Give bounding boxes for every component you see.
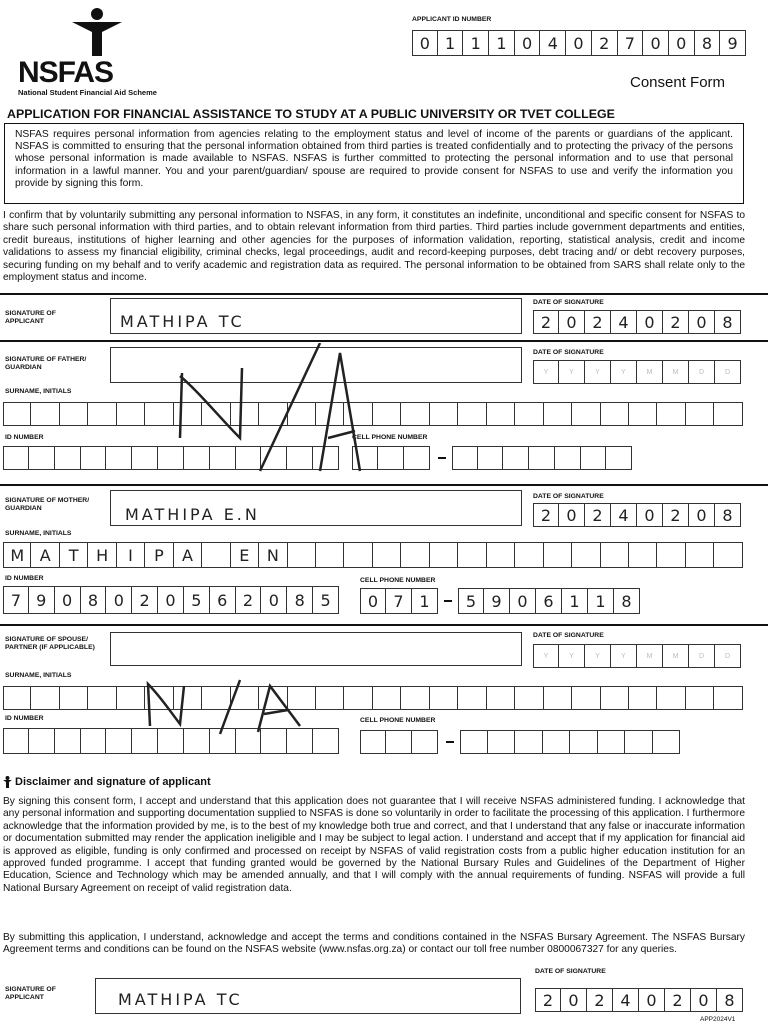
digit-cell (60, 402, 88, 426)
digit-cell: 2 (585, 310, 611, 334)
date-placeholder: Y (621, 368, 626, 376)
digit-cell: 2 (665, 988, 691, 1012)
digit-cell: 0 (689, 503, 715, 527)
spouse-signature-box (110, 632, 522, 666)
mother-signature-label: SIGNATURE OF MOTHER/ GUARDIAN (5, 497, 90, 512)
digit-cell: 8 (287, 586, 313, 614)
mother-cell-label: CELL PHONE NUMBER (360, 577, 436, 584)
digit-cell: 2 (533, 310, 559, 334)
digit-cell: 0 (566, 30, 592, 56)
digit-cell (629, 686, 657, 710)
digit-cell (629, 542, 657, 568)
digit-cell: 0 (689, 310, 715, 334)
digit-cell: 1 (438, 30, 464, 56)
date-placeholder: D (698, 368, 705, 376)
digit-cell: 6 (210, 586, 236, 614)
digit-cell: 0 (669, 30, 695, 56)
footer-signature-label: SIGNATURE OF APPLICANT (5, 986, 56, 1001)
digit-cell: 2 (663, 310, 689, 334)
digit-cell (515, 402, 543, 426)
digit-cell (555, 446, 581, 470)
digit-cell (60, 686, 88, 710)
digit-cell (412, 730, 438, 754)
digit-cell: 0 (637, 310, 663, 334)
father-surname-field (3, 402, 743, 426)
digit-cell: 4 (611, 503, 637, 527)
digit-cell: 0 (158, 586, 184, 614)
footer-date-field (535, 988, 743, 1012)
digit-cell (544, 542, 572, 568)
digit-cell (360, 730, 386, 754)
spouse-cell-number (460, 730, 680, 754)
digit-cell (3, 728, 29, 754)
digit-cell: 9 (29, 586, 55, 614)
digit-cell: 1 (463, 30, 489, 56)
digit-cell (88, 686, 116, 710)
mother-date-field (533, 503, 741, 527)
digit-cell (3, 402, 31, 426)
mother-id-label: ID NUMBER (5, 575, 44, 582)
date-placeholder: M (672, 652, 679, 660)
digit-cell (686, 402, 714, 426)
digit-cell (401, 542, 429, 568)
digit-cell (611, 644, 637, 668)
digit-cell: 7 (618, 30, 644, 56)
digit-cell (458, 686, 486, 710)
digit-cell (572, 542, 600, 568)
digit-cell (715, 644, 741, 668)
digit-cell (430, 402, 458, 426)
digit-cell (611, 360, 637, 384)
father-date-label: DATE OF SIGNATURE (533, 349, 604, 356)
digit-cell: 4 (613, 988, 639, 1012)
digit-cell: 9 (720, 30, 746, 56)
digit-cell (637, 644, 663, 668)
spouse-cell-label: CELL PHONE NUMBER (360, 717, 436, 724)
digit-cell: 2 (587, 988, 613, 1012)
digit-cell (533, 644, 559, 668)
digit-cell (544, 686, 572, 710)
digit-cell: 2 (663, 503, 689, 527)
date-placeholder: D (724, 652, 731, 660)
cell-dash (444, 600, 452, 602)
consent-text: I confirm that by voluntarily submitting any personal information to NSFAS, in any form, it constitutes an indefinite, unconditional and specific consent for NSFAS to share such personal information with third parties, and to obtain relevant information from third parties. Third parties include government departments and entities, credit bureaus, institutions of higher learning and other agencies for the purposes of information validation, reporting, statistical analysis, credit and income validations to assess my financial eligibility, criminal checks, legal proceedings, audit and record-keeping purposes, debt tracing and/ or debt recovery purposes, securing funding on my behalf and to verify academic and registration data as required. The personal information to be obtained from SARS shall relate only to the employment status and income. (3, 210, 745, 284)
digit-cell (401, 686, 429, 710)
digit-cell (29, 728, 55, 754)
digit-cell: 2 (533, 503, 559, 527)
digit-cell: 0 (643, 30, 669, 56)
digit-cell (543, 730, 571, 754)
digit-cell: 0 (106, 586, 132, 614)
digit-cell (430, 542, 458, 568)
digit-cell (544, 402, 572, 426)
mother-cell-number (458, 588, 640, 614)
digit-cell (714, 542, 742, 568)
divider (0, 624, 768, 626)
digit-cell (29, 446, 55, 470)
spouse-signature-label: SIGNATURE OF SPOUSE/ PARTNER (IF APPLICABLE) (5, 636, 95, 651)
spouse-id-label: ID NUMBER (5, 715, 44, 722)
digit-cell: 0 (515, 30, 541, 56)
digit-cell: 8 (695, 30, 721, 56)
father-date-field (533, 360, 741, 384)
digit-cell (601, 402, 629, 426)
digit-cell (117, 402, 145, 426)
person-icon (18, 6, 148, 62)
date-placeholder: Y (543, 368, 549, 376)
digit-cell (657, 686, 685, 710)
digit-cell: 1 (412, 588, 438, 614)
digit-cell: E (231, 542, 259, 568)
digit-cell: P (145, 542, 173, 568)
digit-cell (316, 542, 344, 568)
digit-cell (458, 542, 486, 568)
digit-cell: 7 (386, 588, 412, 614)
digit-cell (663, 360, 689, 384)
spouse-date-label: DATE OF SIGNATURE (533, 632, 604, 639)
digit-cell: 0 (360, 588, 386, 614)
digit-cell (585, 360, 611, 384)
digit-cell (653, 730, 681, 754)
digit-cell: 0 (559, 503, 585, 527)
digit-cell (106, 728, 132, 754)
digit-cell: 0 (55, 586, 81, 614)
digit-cell: 0 (559, 310, 585, 334)
father-na-mark (170, 343, 370, 478)
disclaimer-heading-text: Disclaimer and signature of applicant (15, 776, 211, 788)
date-placeholder: M (672, 368, 679, 376)
applicant-signature-label: SIGNATURE OF APPLICANT (5, 310, 56, 325)
digit-cell: N (259, 542, 287, 568)
digit-cell: 8 (717, 988, 743, 1012)
digit-cell (31, 402, 59, 426)
digit-cell (3, 446, 29, 470)
digit-cell (689, 644, 715, 668)
digit-cell: 1 (489, 30, 515, 56)
digit-cell (629, 402, 657, 426)
disclaimer-heading (3, 776, 211, 788)
mother-surname-field (3, 542, 743, 568)
digit-cell: 8 (715, 310, 741, 334)
digit-cell: 5 (313, 586, 339, 614)
mother-surname-label: SURNAME, INITIALS (5, 530, 72, 537)
applicant-date-field (533, 310, 741, 334)
footer-date-label: DATE OF SIGNATURE (535, 968, 606, 975)
digit-cell (714, 686, 742, 710)
date-placeholder: Y (569, 652, 574, 660)
digit-cell: H (88, 542, 116, 568)
divider (0, 484, 768, 486)
digit-cell (714, 402, 742, 426)
digit-cell (430, 686, 458, 710)
mother-cell-prefix (360, 588, 438, 614)
digit-cell (488, 730, 516, 754)
digit-cell (344, 686, 372, 710)
date-placeholder: Y (595, 368, 600, 376)
digit-cell (503, 446, 529, 470)
spouse-na-mark (140, 676, 310, 736)
spouse-surname-label: SURNAME, INITIALS (5, 672, 72, 679)
digit-cell (515, 730, 543, 754)
digit-cell (663, 644, 689, 668)
digit-cell (386, 730, 412, 754)
digit-cell (31, 686, 59, 710)
digit-cell (55, 728, 81, 754)
digit-cell: 2 (592, 30, 618, 56)
digit-cell (686, 686, 714, 710)
cell-dash (446, 741, 454, 743)
digit-cell (88, 402, 116, 426)
digit-cell (55, 446, 81, 470)
date-placeholder: M (646, 368, 653, 376)
digit-cell: 6 (536, 588, 562, 614)
disclaimer-body: By signing this consent form, I accept and understand that this application does not guarantee that I will receive NSFAS administered funding. I acknowledge that any personal information and supporting documentation supplied to NSFAS is done so voluntarily in order to facilitate the processing of this application. I furthermore acknowledge that the information provided by me, is to the best of my knowledge both true and correct, and that I understand that any false or inaccurate information or documentation submitted may render the application ineligible and I may be subject to legal action. I understand and accept that if my application for financial aid is approved as eligible, funding is only confirmed and processed on receipt by NSFAS of valid registration costs from a public higher education institution for an approved funded programme. I accept that funding granted would be governed by the National Bursary Rules and Guidelines of the Department of Higher Education, Science and Technology which may be amended annually, and that I will comply with the annual requirements of funding. NSFAS will provide a full National Bursary Agreement on receipt of valid registration data. (3, 796, 745, 894)
digit-cell (529, 446, 555, 470)
notice-text: NSFAS requires personal information from agencies relating to the employment status and level of income of the parents or guardians of the applicant. NSFAS is committed to ensuring that the personal information obtained from third parties is treated confidentially and to protecting the privacy of the persons whose personal information is made available to NSFAS. NSFAS is further committed to protecting the personal information and to use that personal information in a lawful manner. You and your parent/guardian/ spouse are required to provide consent for NSFAS to use and verify the information you provide by signing this form. (15, 129, 733, 189)
digit-cell (533, 360, 559, 384)
main-title: APPLICATION FOR FINANCIAL ASSISTANCE TO STUDY AT A PUBLIC UNIVERSITY OR TVET COLLEGE (7, 107, 615, 121)
father-id-label: ID NUMBER (5, 434, 44, 441)
digit-cell: 0 (412, 30, 438, 56)
applicant-id-field (412, 30, 746, 56)
digit-cell (373, 402, 401, 426)
digit-cell: M (3, 542, 31, 568)
mother-signature: MATHIPA E.N (125, 505, 260, 524)
digit-cell: 2 (535, 988, 561, 1012)
divider (0, 293, 768, 295)
digit-cell: 0 (510, 588, 536, 614)
digit-cell (313, 728, 339, 754)
digit-cell (373, 542, 401, 568)
spouse-surname-field (3, 686, 743, 710)
digit-cell (106, 446, 132, 470)
digit-cell (458, 402, 486, 426)
digit-cell (404, 446, 430, 470)
digit-cell (601, 686, 629, 710)
notice-box (4, 123, 744, 204)
digit-cell (657, 402, 685, 426)
digit-cell (581, 446, 607, 470)
date-placeholder: Y (595, 652, 600, 660)
digit-cell (572, 686, 600, 710)
mother-id-field (3, 586, 339, 614)
digit-cell (487, 686, 515, 710)
digit-cell (460, 730, 488, 754)
digit-cell (637, 360, 663, 384)
disclaimer-body-2: By submitting this application, I understand, acknowledge and accept the terms and conditions contained in the NSFAS Bursary Agreement. The NSFAS Bursary Agreement terms and conditions can be found on the NSFAS website (www.nsfas.org.za) or contact our toll free number 0800067327 for any queries. (3, 932, 745, 956)
date-placeholder: Y (621, 652, 626, 660)
date-placeholder: D (724, 368, 731, 376)
divider (0, 340, 768, 342)
digit-cell: 8 (81, 586, 107, 614)
digit-cell (657, 542, 685, 568)
logo-wordmark: NSFAS (18, 56, 114, 89)
date-placeholder: D (698, 652, 705, 660)
digit-cell (288, 542, 316, 568)
digit-cell (487, 402, 515, 426)
digit-cell (585, 644, 611, 668)
spouse-date-field (533, 644, 741, 668)
digit-cell (401, 402, 429, 426)
father-cell-label: CELL PHONE NUMBER (352, 434, 428, 441)
digit-cell (378, 446, 404, 470)
digit-cell: 0 (637, 503, 663, 527)
digit-cell (686, 542, 714, 568)
digit-cell: 8 (715, 503, 741, 527)
digit-cell: 7 (3, 586, 29, 614)
form-version: APP2024V1 (700, 1016, 736, 1023)
digit-cell (625, 730, 653, 754)
digit-cell (81, 728, 107, 754)
father-surname-label: SURNAME, INITIALS (5, 388, 72, 395)
digit-cell (598, 730, 626, 754)
digit-cell: 2 (236, 586, 262, 614)
digit-cell: 4 (611, 310, 637, 334)
digit-cell: 5 (458, 588, 484, 614)
digit-cell (601, 542, 629, 568)
digit-cell: 1 (588, 588, 614, 614)
spouse-cell-prefix (360, 730, 438, 754)
mother-date-label: DATE OF SIGNATURE (533, 493, 604, 500)
digit-cell (3, 686, 31, 710)
digit-cell: I (117, 542, 145, 568)
digit-cell (487, 542, 515, 568)
digit-cell: 0 (639, 988, 665, 1012)
digit-cell (559, 360, 585, 384)
digit-cell (132, 446, 158, 470)
footer-signature: MATHIPA TC (118, 990, 243, 1009)
digit-cell (478, 446, 504, 470)
date-placeholder: Y (569, 368, 574, 376)
digit-cell: T (60, 542, 88, 568)
digit-cell (559, 644, 585, 668)
digit-cell: 0 (561, 988, 587, 1012)
digit-cell: A (174, 542, 202, 568)
digit-cell: 0 (261, 586, 287, 614)
digit-cell: 4 (540, 30, 566, 56)
digit-cell (689, 360, 715, 384)
digit-cell: 5 (184, 586, 210, 614)
digit-cell (316, 686, 344, 710)
digit-cell (606, 446, 632, 470)
father-cell-number (452, 446, 632, 470)
cell-dash (438, 457, 446, 459)
date-placeholder: M (646, 652, 653, 660)
date-placeholder: Y (543, 652, 549, 660)
logo-subtitle: National Student Financial Aid Scheme (18, 88, 157, 97)
digit-cell: 1 (562, 588, 588, 614)
digit-cell: A (31, 542, 59, 568)
applicant-date-label: DATE OF SIGNATURE (533, 299, 604, 306)
digit-cell (570, 730, 598, 754)
digit-cell (81, 446, 107, 470)
digit-cell (515, 686, 543, 710)
digit-cell: 2 (132, 586, 158, 614)
digit-cell (344, 542, 372, 568)
applicant-id-label: APPLICANT ID NUMBER (412, 16, 492, 23)
form-title: Consent Form (630, 74, 726, 91)
nsfas-logo (18, 6, 157, 97)
father-signature-label: SIGNATURE OF FATHER/ GUARDIAN (5, 356, 87, 371)
applicant-signature: MATHIPA TC (120, 312, 245, 331)
digit-cell: 8 (614, 588, 640, 614)
digit-cell (452, 446, 478, 470)
digit-cell (715, 360, 741, 384)
digit-cell: 0 (691, 988, 717, 1012)
digit-cell (202, 542, 230, 568)
digit-cell (572, 402, 600, 426)
digit-cell: 9 (484, 588, 510, 614)
digit-cell (373, 686, 401, 710)
digit-cell (515, 542, 543, 568)
digit-cell: 2 (585, 503, 611, 527)
person-icon (3, 776, 12, 788)
